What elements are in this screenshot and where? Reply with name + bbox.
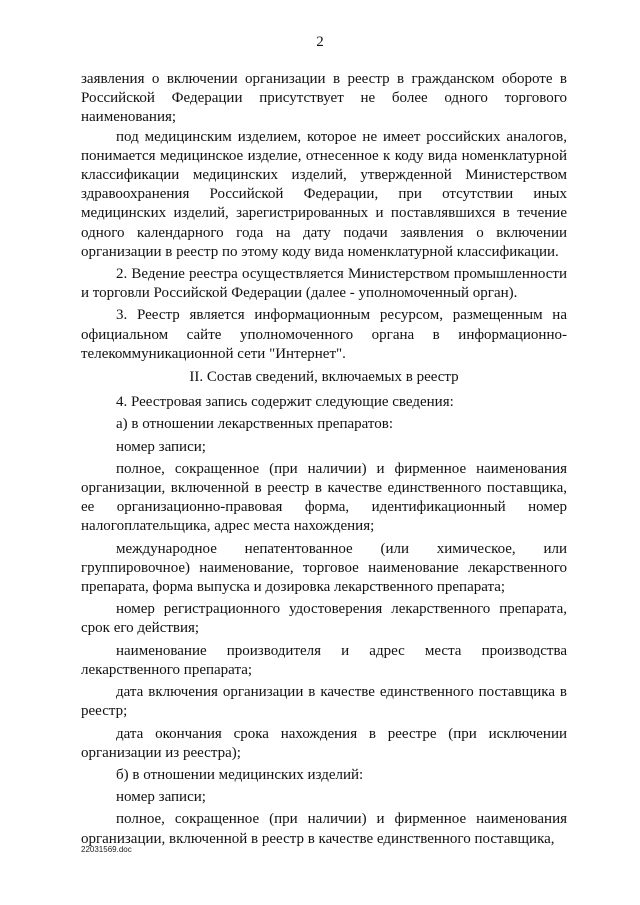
paragraph-item-2: 2. Ведение реестра осуществляется Министерством промышленности и торговли Российской Федерации (далее - уполномоченный орган). <box>81 266 567 302</box>
list-item: номер записи; <box>116 789 206 806</box>
footer-file-name: 22031569.doc <box>81 845 132 854</box>
section-heading: II. Состав сведений, включаемых в реестр <box>189 369 459 386</box>
paragraph-subitem-b: б) в отношении медицинских изделий: <box>116 766 364 783</box>
list-item: полное, сокращенное (при наличии) и фирменное наименования организации, включенной в реестр в качестве единственного поставщика, <box>81 811 567 847</box>
list-item: дата окончания срока нахождения в реестре (при исключении организации из реестра); <box>81 725 567 761</box>
paragraph-item-3: 3. Реестр является информационным ресурсом, размещенным на официальном сайте уполномоченного органа в информационно-телекоммуникационной сети "Интернет". <box>81 307 567 362</box>
list-item: номер регистрационного удостоверения лекарственного препарата, срок его действия; <box>81 601 567 637</box>
page-number: 2 <box>316 34 324 50</box>
list-item: номер записи; <box>116 438 206 455</box>
paragraph-item-4: 4. Реестровая запись содержит следующие сведения: <box>116 394 454 411</box>
list-item: международное непатентованное (или химическое, или группировочное) наименование, торговое наименование лекарственного препарата, форма выпуска и дозировка лекарственного препарата; <box>81 540 567 596</box>
document-body <box>81 70 567 849</box>
paragraph-medical-device-definition: под медицинским изделием, которое не имеет российских аналогов, понимается медицинское изделие, отнесенное к коду вида номенклатурной классификации медицинских изделий, утвержденной Министерством здравоохранения Российской Федерации, при отсутствии иных медицинских изделий, зарегистрированных и поставлявшихся в течение одного календарного года на дату подачи заявления о включении организации в реестр по этому коду вида номенклатурной классификации. <box>81 128 567 260</box>
list-item: наименование производителя и адрес места производства лекарственного препарата; <box>81 642 567 678</box>
list-item: полное, сокращенное (при наличии) и фирменное наименования организации, включенной в реестр в качестве единственного поставщика, ее организационно-правовая форма, идентификационный номер налогоплательщика, адрес места нахождения; <box>81 460 567 535</box>
paragraph-continuation: заявления о включении организации в реестр в гражданском обороте в Российской Федерации присутствует не более одного торгового наименования; <box>81 71 567 126</box>
list-item: дата включения организации в качестве единственного поставщика в реестр; <box>81 684 567 720</box>
paragraph-subitem-a: а) в отношении лекарственных препаратов: <box>116 416 394 433</box>
